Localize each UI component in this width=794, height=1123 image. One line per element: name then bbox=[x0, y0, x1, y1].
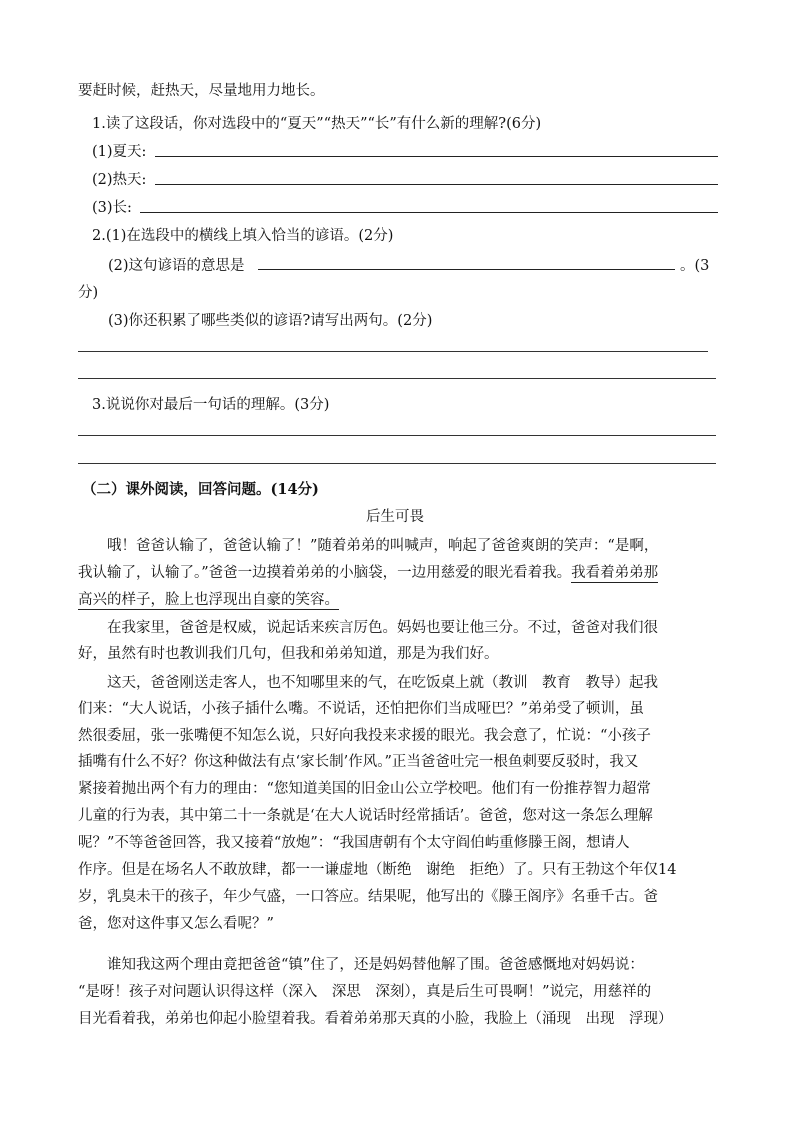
question-2-part-2-score: 。(3 bbox=[680, 258, 710, 274]
passage-p3-line-10: 爸，您对这件事又怎么看呢？” bbox=[78, 916, 274, 932]
passage-p1-line-1: 哦！爸爸认输了，爸爸认输了！”随着弟弟的叫喊声，响起了爸爸爽朗的笑声：“是啊， bbox=[107, 538, 659, 554]
q1-item-summer-answer-line[interactable] bbox=[155, 156, 718, 157]
q1-item-grow-label: (3)长: bbox=[92, 200, 132, 216]
passage-p1-line-2 bbox=[78, 561, 658, 582]
passage-p3-line-8: 作序。但是在场名人不敢放肆，都一一谦虚地（断绝 谢绝 拒绝）了。只有王勃这个年仅14 bbox=[78, 862, 677, 878]
q3-answer-line-1[interactable] bbox=[78, 435, 716, 436]
question-3-stem: 3.说说你对最后一句话的理解。(3分) bbox=[92, 397, 330, 413]
passage-p3-line-1: 这天，爸爸刚送走客人，也不知哪里来的气，在吃饭桌上就（教训 教育 教导）起我 bbox=[107, 675, 658, 691]
question-1-stem: 1.读了这段话，你对选段中的“夏天”“热天”“长”有什么新的理解?(6分) bbox=[92, 116, 542, 132]
passage-p1-line-3 bbox=[78, 588, 339, 609]
passage-title: 后生可畏 bbox=[366, 509, 424, 525]
passage-p2-line-2: 好，虽然有时也教训我们几句，但我和弟弟知道，那是为我们好。 bbox=[78, 646, 499, 662]
question-2-part-2-score-wrap: 分) bbox=[78, 285, 99, 301]
passage-p3-line-9: 岁，乳臭未干的孩子，年少气盛，一口答应。结果呢，他写出的《滕王阁序》名垂千古。爸 bbox=[78, 889, 658, 905]
q2-part-2-answer-line[interactable] bbox=[258, 269, 675, 270]
passage-p3-line-4: 插嘴有什么不好？你这种做法有点‘家长制’作风。”正当爸爸吐完一根鱼刺要反驳时，我又 bbox=[78, 754, 639, 770]
passage-p3-line-3: 然很委屈，张一张嘴便不知怎么说，只好向我投来求援的眼光。我会意了，忙说：“小孩子 bbox=[78, 728, 651, 744]
continuation-line: 要赶时候，赶热天，尽量地用力地长。 bbox=[78, 83, 325, 99]
q2-part-3-answer-line-2[interactable] bbox=[78, 378, 716, 379]
q3-answer-line-2[interactable] bbox=[78, 463, 716, 464]
passage-p2-line-1: 在我家里，爸爸是权威，说起话来疾言厉色。妈妈也要让他三分。不过，爸爸对我们很 bbox=[107, 620, 658, 636]
question-2-part-2-label: (2)这句谚语的意思是 bbox=[108, 258, 245, 274]
passage-p4-line-3: 目光看着我，弟弟也仰起小脸望着我。看着弟弟那天真的小脸，我脸上（涌现 出现 浮现） bbox=[78, 1011, 673, 1027]
passage-p3-line-2: 们来：“大人说话，小孩子插什么嘴。不说话，还怕把你们当成哑巴？”弟弟受了顿训，虽 bbox=[78, 701, 644, 717]
q1-item-hot-days-answer-line[interactable] bbox=[155, 184, 718, 185]
section-2-heading: （二）课外阅读，回答问题。(14分) bbox=[82, 481, 319, 498]
question-2-part-3: (3)你还积累了哪些类似的谚语?请写出两句。(2分) bbox=[108, 313, 433, 329]
q1-item-grow-answer-line[interactable] bbox=[140, 212, 718, 213]
underlined-sentence-head: 我看着弟弟那 bbox=[571, 565, 659, 581]
q2-part-3-answer-line-1[interactable] bbox=[78, 351, 708, 352]
q1-item-hot-days-label: (2)热天: bbox=[92, 172, 147, 188]
q1-item-summer-label: (1)夏天: bbox=[92, 144, 147, 160]
underlined-sentence-tail: 高兴的样子，脸上也浮现出自豪的笑容。 bbox=[78, 592, 339, 608]
passage-p3-line-7: 呢？”不等爸爸回答，我又接着“放炮”：“我国唐朝有个太守阎伯屿重修滕王阁，想请人 bbox=[78, 835, 630, 851]
question-2-part-1: 2.(1)在选段中的横线上填入恰当的谚语。(2分) bbox=[92, 228, 394, 244]
passage-p3-line-5: 紧接着抛出两个有力的理由：“您知道美国的旧金山公立学校吧。他们有一份推荐智力超常 bbox=[78, 781, 651, 797]
passage-p4-line-1: 谁知我这两个理由竟把爸爸“镇”住了，还是妈妈替他解了围。爸爸感慨地对妈妈说： bbox=[107, 957, 644, 973]
passage-p1-line-2-text: 我认输了，认输了。”爸爸一边摸着弟弟的小脑袋，一边用慈爱的眼光看着我。 bbox=[78, 565, 572, 581]
passage-p4-line-2: “是呀！孩子对问题认识得这样（深入 深思 深刻），真是后生可畏啊！”说完，用慈祥的 bbox=[78, 984, 652, 1000]
passage-p3-line-6: 儿童的行为表，其中第二十一条就是‘在大人说话时经常插话’。爸爸，您对这一条怎么理解 bbox=[78, 808, 653, 824]
